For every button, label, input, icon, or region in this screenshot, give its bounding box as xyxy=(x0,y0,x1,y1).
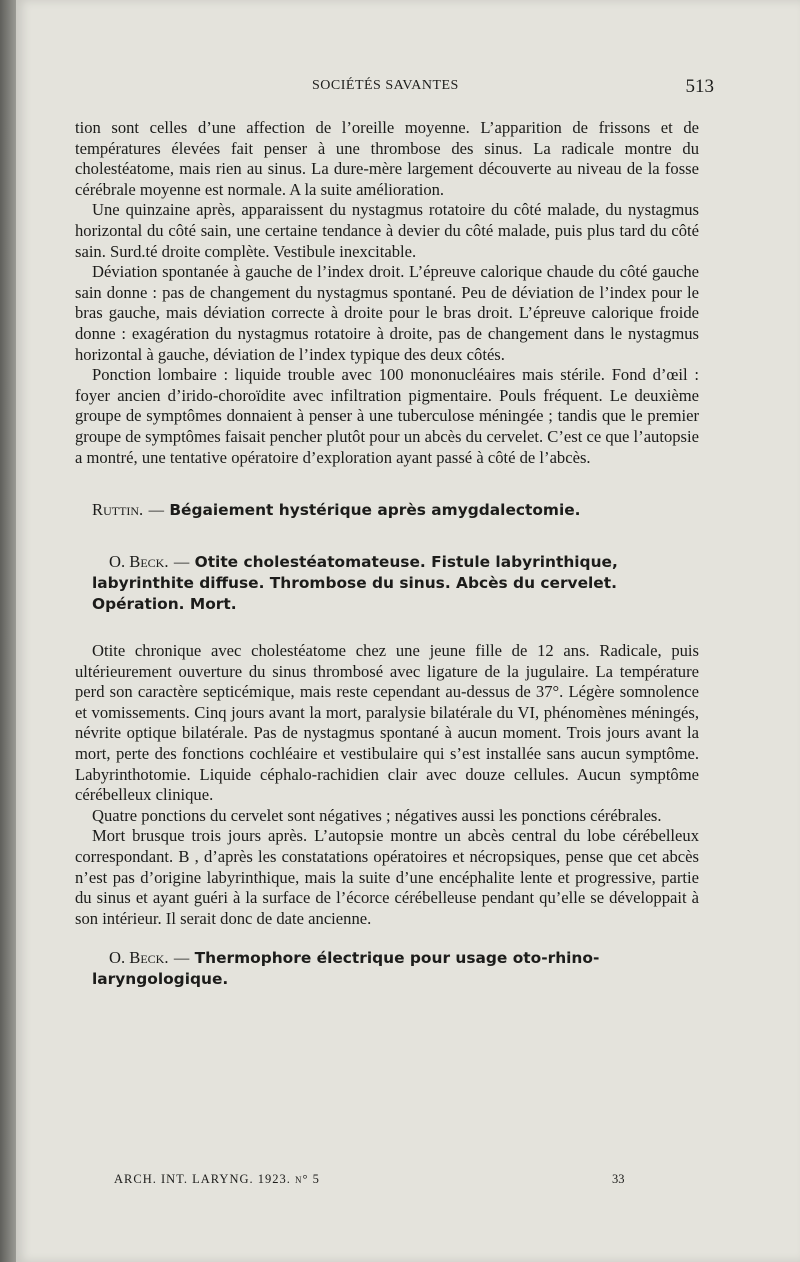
page-body xyxy=(75,118,699,990)
body-paragraph: tion sont celles d’une affection de l’oreille moyenne. L’apparition de frissons et de températures élevées fait penser à une thrombose des sinus. La radicale montre du cholestéatome, mais rien au sinus. La dure-mère largement découverte au niveau de la fosse cérébrale moyenne est normale. A la suite amélioration. xyxy=(75,118,699,199)
page-footer xyxy=(16,1172,800,1192)
page-header xyxy=(16,78,800,102)
journal-reference: ARCH. INT. LARYNG. 1923. n° 5 xyxy=(114,1172,320,1186)
entry-heading-beck-otite xyxy=(75,551,699,615)
entry-title-text: Otite cholestéatomateuse. Fistule labyrinthique, labyrinthite diffuse. Thrombose du sinus. Abcès du cervelet. Opération. Mort. xyxy=(92,553,618,614)
signature-mark: 33 xyxy=(612,1172,625,1186)
entry-heading-ruttin xyxy=(75,499,699,521)
body-paragraph: Otite chronique avec cholestéatome chez une jeune fille de 12 ans. Radicale, puis ultérieurement ouverture du sinus thrombosé avec ligature de la jugulaire. La température perd son caractère septicémique, mais reste cependant au-dessus de 37°. Légère somnolence et vomissements. Cinq jours avant la mort, paralysie bilatérale du VI, phénomènes méningés, névrite optique bilatérale. Pas de nystagmus spontané à aucun moment. Trois jours avant la mort, perte des fonctions cochléaire et vestibulaire qui s’est installée sans aucun symptôme. Labyrinthotomie. Liquide céphalo-rachidien clair avec douze cellules. Aucun symptôme cérébelleux clinique. xyxy=(75,641,699,805)
body-paragraph: Mort brusque trois jours après. L’autopsie montre un abcès central du lobe cérébelleux correspondant. B , d’après les constatations opératoires et nécropsiques, pense que cet abcès n’est pas d’origine labyrinthique, mais la suite d’une encéphalite lente et progressive, partie du sinus et ayant guéri à la surface de l’écorce cérébelleuse pendant qu’elle se développait à son intérieur. Il serait donc de date ancienne. xyxy=(75,826,699,928)
page-number: 513 xyxy=(685,76,714,97)
entry-author: Ruttin. xyxy=(92,500,144,520)
entry-heading-beck-thermophore xyxy=(75,947,699,990)
body-paragraph: Une quinzaine après, apparaissent du nystagmus rotatoire du côté malade, du nystagmus horizontal du côté sain, une certaine tendance à devier du côté malade, puis plus tard du côté sain. Surd.té droite complète. Vestibule inexcitable. xyxy=(75,200,699,261)
entry-body-beck-otite xyxy=(75,641,699,929)
entry-dash: — xyxy=(148,502,164,520)
entry-author: O. Beck. xyxy=(109,552,169,572)
entry-author: O. Beck. xyxy=(109,948,169,968)
page-binding-edge xyxy=(0,0,16,1262)
body-paragraph: Quatre ponctions du cervelet sont négatives ; négatives aussi les ponctions cérébrales. xyxy=(92,805,662,825)
body-paragraph: Déviation spontanée à gauche de l’index droit. L’épreuve calorique chaude du côté gauche sain donne : pas de changement du nystagmus spontané. Peu de déviation de l’index pour le bras gauche, mais déviation correcte à droite pour le bras droit. L’épreuve calorique froide donne : exagération du nystagmus rotatoire à droite, pas de changement dans le nystagmus horizontal à gauche, déviation de l’index typique des deux côtés. xyxy=(75,262,699,364)
entry-title-text: Bégaiement hystérique après amygdalectomie. xyxy=(169,501,581,520)
entry-title-text: Thermophore électrique pour usage oto-rhino-laryngologique. xyxy=(92,949,600,989)
document-page xyxy=(16,0,800,1262)
running-head: SOCIÉTÉS SAVANTES xyxy=(312,78,459,93)
entry-dash: — xyxy=(173,950,190,968)
entry-dash: — xyxy=(173,554,190,572)
body-paragraph: Ponction lombaire : liquide trouble avec 100 mononucléaires mais stérile. Fond d’œil : foyer ancien d’irido-choroïdite avec infiltration pigmentaire. Pouls fréquent. Le deuxième groupe de symptômes donnaient à penser à une tuberculose méningée ; tandis que le premier groupe de symptômes faisait pencher plutôt pour un abcès du cervelet. C’est ce que l’autopsie a montré, une tentative opératoire d’exploration ayant passé à côté de l’abcès. xyxy=(75,365,699,467)
